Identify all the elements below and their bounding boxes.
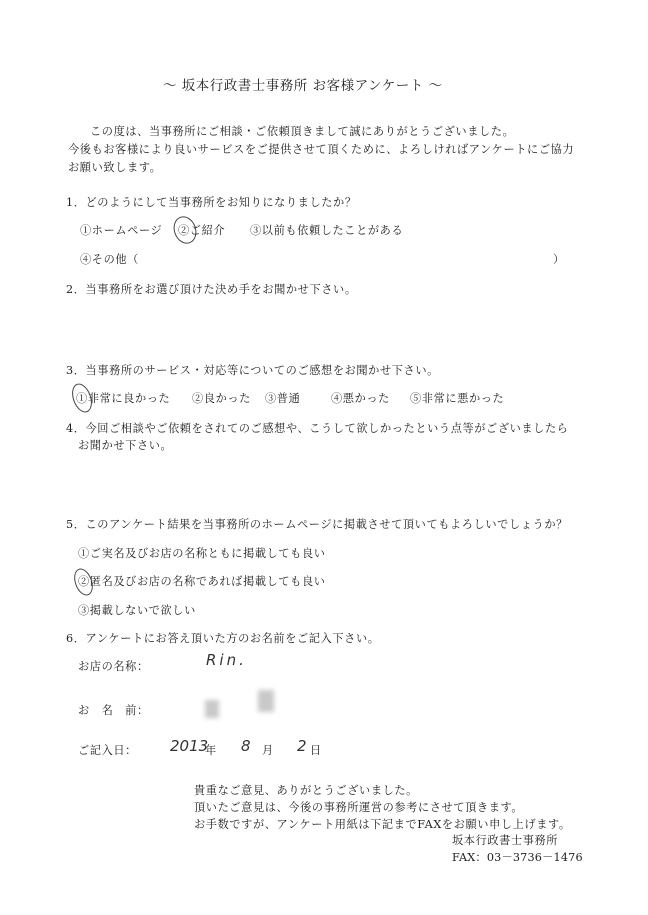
closing-line-2: 頂いたご意見は、今後の事務所運営の参考にさせて頂きます。 [194,801,524,814]
intro-line-1: この度は、当事務所にご相談・ご依頼頂きまして誠にありがとうございました。 [90,125,515,138]
closing-line-3: お手数ですが、アンケート用紙は下記までFAXをお願い申し上げます。 [194,818,571,831]
customer-name-label: お 名 前： [78,704,149,717]
document-title: ～ 坂本行政書士事務所 お客様アンケート ～ [163,78,443,94]
intro-line-2: 今後もお客様により良いサービスをご提供させて頂くために、よろしければアンケートにご協力 [68,143,575,156]
date-year-unit: 年 [205,744,217,757]
q5-selection-circle [71,566,97,598]
question-2: 2．当事務所をお選び頂けた決め手をお聞かせ下さい。 [66,283,357,296]
q1-option-other: ④その他（ [80,253,139,266]
q5-option-real-name: ①ご実名及びお店の名称ともに掲載しても良い [78,547,326,560]
q1-selection-circle [170,213,200,247]
date-day-unit: 日 [310,744,322,757]
date-month-handwritten: 8 [241,737,251,755]
intro-line-3: お願い致します。 [68,161,162,174]
q3-option-good: ②良かった [192,392,251,405]
q1-other-close: ） [553,253,565,266]
question-4-line-2: お聞かせ下さい。 [78,439,173,452]
office-name: 坂本行政書士事務所 [452,834,559,847]
q5-option-no-publish: ③掲載しないで欲しい [78,604,196,617]
q3-option-bad: ④悪かった [331,392,390,405]
question-4-line-1: 4．今回ご相談やご依頼をされてのご感想や、こうして欲しかったという点等がございましたら [66,422,569,435]
date-month-unit: 月 [262,744,274,757]
question-3: 3．当事務所のサービス・対応等についてのご感想をお聞かせ下さい。 [66,364,439,377]
shop-name-label: お店の名称： [78,660,149,673]
redacted-name-1 [205,700,219,718]
closing-line-1: 貴重なご意見、ありがとうございました。 [194,784,418,797]
redacted-name-2 [258,690,274,712]
q3-selection-circle [68,381,95,415]
q3-option-very-bad: ⑤非常に悪かった [410,392,505,405]
question-6: 6．アンケートにお答え頂いた方のお名前をご記入下さい。 [66,632,380,645]
question-5: 5．このアンケート結果を当事務所のホームページに掲載させて頂いてもよろしいでしょうか？ [66,518,568,531]
q3-option-normal: ③普通 [265,392,301,405]
q3-option-very-good: ①非常に良かった [76,392,171,405]
question-1: 1．どのようにして当事務所をお知りになりましたか？ [66,196,357,209]
date-label: ご記入日： [78,744,137,757]
date-day-handwritten: 2 [297,737,307,755]
q5-option-anonymous: ②匿名及びお店の名称であれば掲載しても良い [78,575,326,588]
shop-name-handwritten: Rin. [206,651,247,669]
office-fax: FAX：03－3736－1476 [452,851,583,864]
q1-option-previous: ③以前も依頼したことがある [250,224,404,237]
date-year-handwritten: 2013 [170,737,209,755]
q1-option-referral: ②ご紹介 [178,224,226,237]
q1-option-homepage: ①ホームページ [80,224,163,237]
